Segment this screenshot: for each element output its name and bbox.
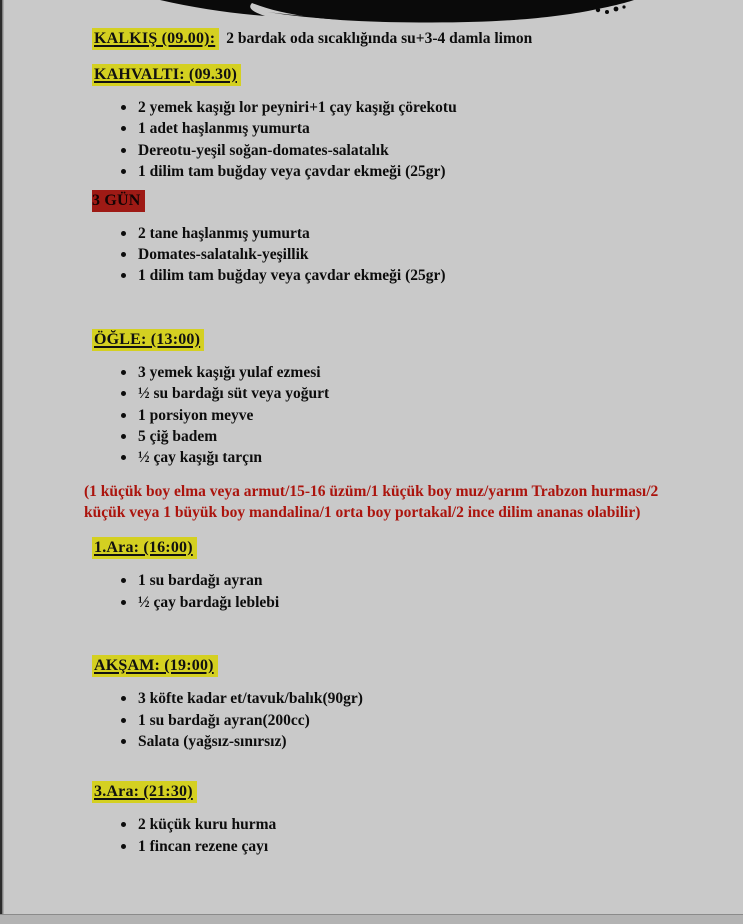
list-item: 2 tane haşlanmış yumurta: [138, 223, 692, 244]
heading-ara-3: 3.Ara: (21:30): [92, 781, 197, 803]
list-item: 1 dilim tam buğday veya çavdar ekmeği (25gr): [138, 265, 692, 286]
list-item: 3 köfte kadar et/tavuk/balık(90gr): [138, 688, 692, 709]
list-item: 1 porsiyon meyve: [138, 405, 692, 426]
list-item: 1 su bardağı ayran: [138, 570, 692, 591]
section-kalkis: [92, 28, 692, 50]
list-item: 1 adet haşlanmış yumurta: [138, 118, 692, 139]
list-item: Dereotu-yeşil soğan-domates-salatalık: [138, 140, 692, 161]
section-ara-1: [92, 537, 692, 613]
list-item: 5 çiğ badem: [138, 426, 692, 447]
heading-ogle: ÖĞLE: (13:00): [92, 329, 204, 351]
page-bottom-edge: [0, 914, 743, 924]
heading-ara-1: 1.Ara: (16:00): [92, 537, 197, 559]
list-item: 3 yemek kaşığı yulaf ezmesi: [138, 362, 692, 383]
list-item: ½ çay bardağı leblebi: [138, 592, 692, 613]
bullet-list-kahvalti: [92, 97, 692, 183]
section-ogle: [84, 329, 692, 523]
list-item: Domates-salatalık-yeşillik: [138, 244, 692, 265]
section-gun-3: [92, 190, 692, 287]
section-kahvalti: [92, 64, 692, 183]
list-item: 1 dilim tam buğday veya çavdar ekmeği (25gr): [138, 161, 692, 182]
document-content: [84, 0, 692, 857]
inline-text-kalkis: 2 bardak oda sıcaklığında su+3-4 damla limon: [226, 30, 533, 47]
heading-kahvalti: KAHVALTI: (09.30): [92, 64, 241, 86]
bullet-list-gun-3: [92, 223, 692, 287]
bullet-list-ogle: [92, 362, 692, 469]
page-left-edge: [0, 0, 4, 924]
list-item: Salata (yağsız-sınırsız): [138, 731, 692, 752]
bullet-list-aksam: [92, 688, 692, 752]
heading-gun-3: 3 GÜN: [92, 190, 145, 212]
list-item: 2 yemek kaşığı lor peyniri+1 çay kaşığı çörekotu: [138, 97, 692, 118]
bullet-list-ara-3: [92, 814, 692, 857]
section-ara-3: [92, 781, 692, 857]
list-item: 1 fincan rezene çayı: [138, 836, 692, 857]
section-aksam: [92, 655, 692, 752]
list-item: 1 su bardağı ayran(200cc): [138, 710, 692, 731]
list-item: ½ çay kaşığı tarçın: [138, 447, 692, 468]
fruit-options-note: (1 küçük boy elma veya armut/15-16 üzüm/1 küçük boy muz/yarım Trabzon hurması/2 küçük veya 1 büyük boy mandalina/1 orta boy portakal/2 ince dilim ananas olabilir): [84, 482, 659, 522]
bullet-list-ara-1: [92, 570, 692, 613]
list-item: 2 küçük kuru hurma: [138, 814, 692, 835]
list-item: ½ su bardağı süt veya yoğurt: [138, 383, 692, 404]
heading-aksam: AKŞAM: (19:00): [92, 655, 218, 677]
heading-kalkis: KALKIŞ (09.00):: [92, 28, 219, 50]
